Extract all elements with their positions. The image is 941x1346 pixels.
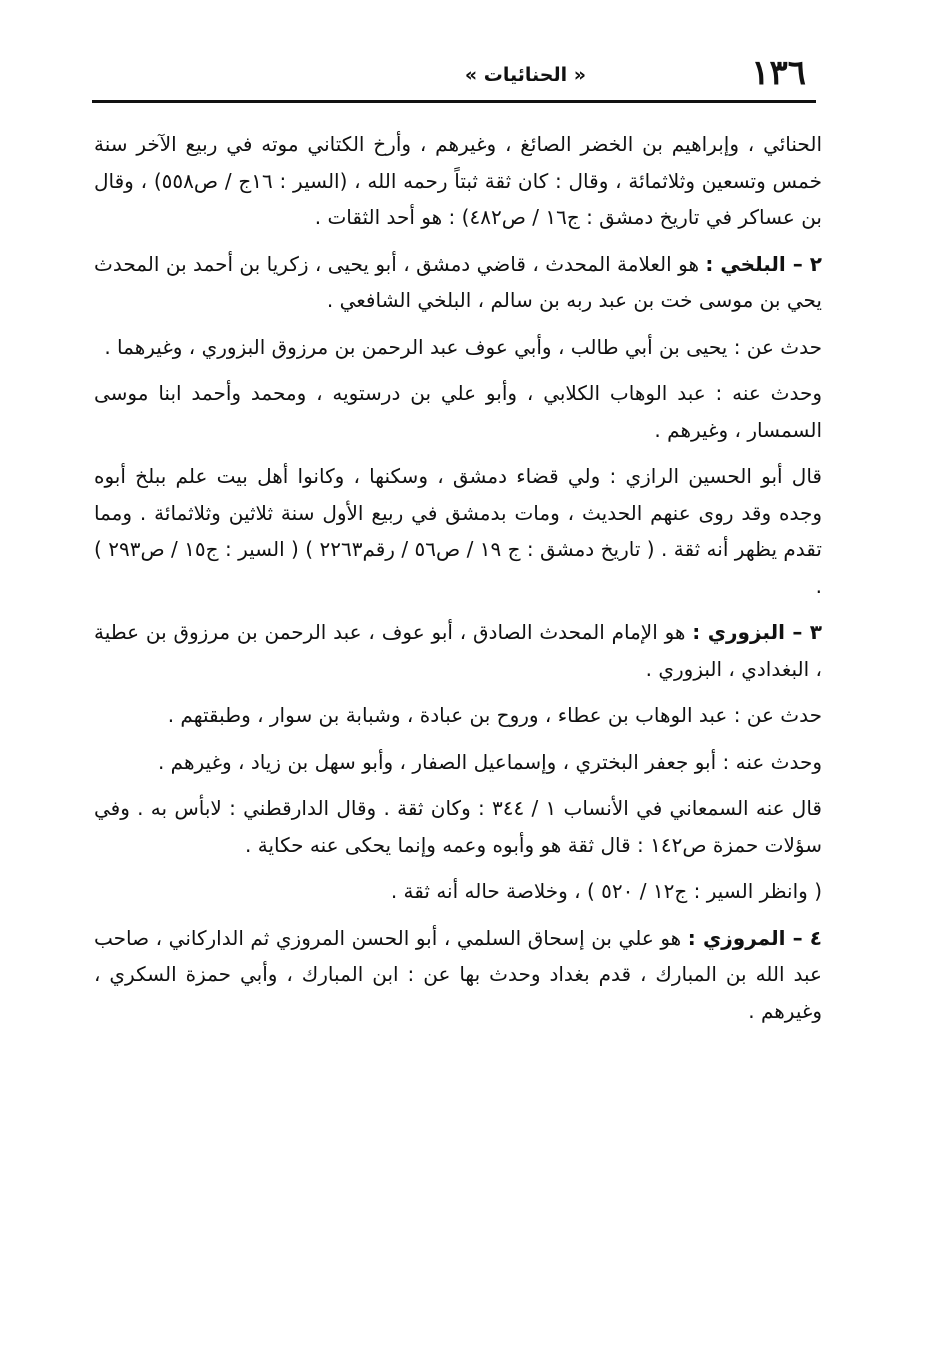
page-header xyxy=(92,53,814,96)
paragraph-text: هو العلامة المحدث ، قاضي دمشق ، أبو يحيى ، زكريا بن أحمد بن المحدث يحي بن موسى خت بن عبد ربه بن سالم ، البلخي الشافعي . xyxy=(94,251,822,312)
paragraph xyxy=(94,329,822,366)
paragraph xyxy=(94,920,822,1030)
paragraph-text: قال أبو الحسين الرازي : ولي قضاء دمشق ، وسكنها ، وكانوا أهل بيت علم ببلخ أبوه وجده وقد روى عنهم الحديث ، ومات بدمشق في ربيع الأول سنة ثلاثين وثلاثمائة . ومما تقدم يظهر أنه ثقة . ( تاريخ دمشق : ج ١٩ / ص٥٦ / رقم٢٢٦٣ ) ( السير : ج١٥ / ص٢٩٣ ) . xyxy=(94,464,822,598)
paragraph-text: الحنائي ، وإبراهيم بن الخضر الصائغ ، وغيرهم ، وأرخ الكتاني موته في ربيع الآخر سنة خمس وتسعين وثلاثمائة ، وقال : كان ثقة ثبتاً رحمه الله ، (السير : ١٦ج / ص٥٥٨) ، وقال بن عساكر في تاريخ دمشق : ج١٦ / ص٤٨٢) : هو أحد الثقات . xyxy=(94,132,822,229)
paragraph xyxy=(94,697,822,734)
header-rule xyxy=(92,100,816,103)
paragraph xyxy=(94,873,822,910)
paragraph-text: وحدث عنه : أبو جعفر البختري ، وإسماعيل الصفار ، وأبو سهل بن زياد ، وغيرهم . xyxy=(157,749,822,774)
paragraph-text: حدث عن : عبد الوهاب بن عطاء ، وروح بن عبادة ، وشبابة بن سوار ، وطبقتهم . xyxy=(167,703,822,727)
paragraph-text: هو الإمام المحدث الصادق ، أبو عوف ، عبد الرحمن بن مرزوق بن عطية ، البغدادي ، البزوري . xyxy=(94,620,822,681)
paragraph-text: هو علي بن إسحاق السلمي ، أبو الحسن المروزي ثم الداركاني ، صاحب عبد الله بن المبارك ، قدم بغداد وحدث بها عن : ابن المبارك ، وأبي حمزة السكري ، وغيرهم . xyxy=(94,925,822,1023)
entry-heading: ٢ – البلخي : xyxy=(705,251,822,276)
paragraph-text: ( وانظر السير : ج١٢ / ٥٢٠ ) ، وخلاصة حاله أنه ثقة . xyxy=(390,879,822,903)
page-number: ١٣٦ xyxy=(751,53,806,93)
paragraph xyxy=(94,614,822,687)
paragraph xyxy=(94,375,822,448)
paragraph xyxy=(94,790,822,863)
paragraph-text: قال عنه السمعاني في الأنساب ١ / ٣٤٤ : وكان ثقة . وقال الدارقطني : لابأس به . وفي سؤلات حمزة ص١٤٢ : قال ثقة هو وأبوه وعمه وإنما يحكى عنه حكاية . xyxy=(94,796,822,857)
paragraph xyxy=(94,246,822,319)
paragraph-text: حدث عن : يحيى بن أبي طالب ، وأبي عوف عبد الرحمن بن مرزوق البزوري ، وغيرهما . xyxy=(104,334,822,359)
paragraph xyxy=(94,458,822,604)
entry-heading: ٣ – البزوري : xyxy=(692,620,822,644)
page-body xyxy=(94,126,822,1039)
entry-heading: ٤ – المروزي : xyxy=(687,925,822,950)
running-title: « الحنائيات » xyxy=(464,64,586,86)
paragraph xyxy=(94,126,822,236)
paragraph-text: وحدث عنه : عبد الوهاب الكلابي ، وأبو علي بن درستويه ، ومحمد وأحمد ابنا موسى السمسار ، وغيرهم . xyxy=(94,381,822,442)
paragraph xyxy=(94,744,822,781)
